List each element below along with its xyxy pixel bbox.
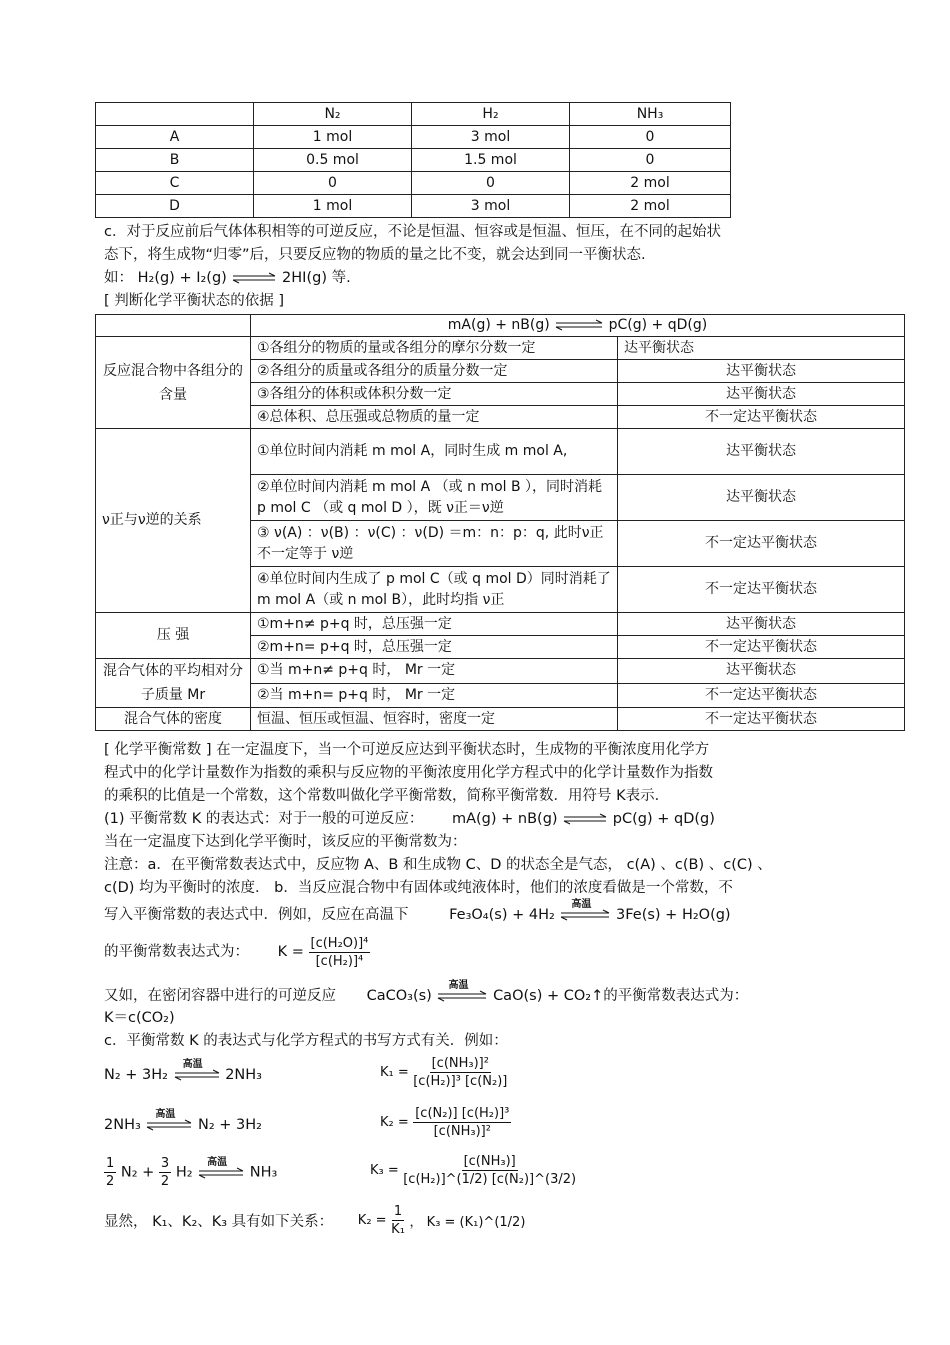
paragraph-c-line2: 态下，将生成物“归零”后，只要反应物的物质的量之比不变，就会达到同一平衡状态. <box>104 247 646 263</box>
result-cell: 不一定达平衡状态 <box>618 521 905 567</box>
condition-cell: ④单位时间内生成了 p mol C（或 q mol D）同时消耗了 m mol A（或 n mol B），此时均指 ν正 <box>251 567 618 613</box>
equilibrium-arrow-icon <box>173 1069 221 1081</box>
reaction-right: pC(g) + qD(g) <box>608 317 708 333</box>
fraction <box>413 1105 511 1140</box>
denominator: 2 <box>106 1174 115 1189</box>
numerator: [c(NH₃)]² <box>431 1056 489 1071</box>
example-equation <box>104 268 351 288</box>
fraction <box>403 1153 576 1188</box>
reaction-left: 2NH₃ <box>104 1117 141 1133</box>
result-cell: 不一定达平衡状态 <box>618 567 905 613</box>
k-label: K = <box>277 944 304 960</box>
k2-label: K₂ = <box>357 1213 387 1228</box>
condition-cell: ①当 m+n≠ p+q 时， Mr 一定 <box>251 659 618 684</box>
table-cell: 1.5 mol <box>412 149 570 172</box>
denominator: [c(H₂)]^(1/2) [c(N₂)]^(3/2) <box>403 1172 577 1187</box>
table-cell: 0.5 mol <box>254 149 412 172</box>
condition-cell: 恒温、恒压或恒温、恒容时，密度一定 <box>251 708 618 731</box>
high-temp-label: 高温 <box>571 899 592 910</box>
caco3-k: K＝c(CO₂) <box>104 1010 175 1026</box>
reaction-left: mA(g) + nB(g) <box>451 811 558 827</box>
condition-cell: ④总体积、总压强或总物质的量一定 <box>251 406 618 429</box>
constant-para-line3: 的乘积的比值是一个常数，这个常数叫做化学平衡常数，简称平衡常数．用符号 K表示． <box>104 788 670 804</box>
group-label: 混合气体的密度 <box>96 708 251 731</box>
numerator: 1 <box>106 1156 115 1171</box>
table-row <box>96 103 731 126</box>
result-cell: 达平衡状态 <box>618 475 905 521</box>
table-cell: 2 mol <box>570 172 731 195</box>
condition-cell: ②各组分的质量或各组分的质量分数一定 <box>251 360 618 383</box>
result-cell: 达平衡状态 <box>618 429 905 475</box>
table-cell <box>96 315 251 337</box>
equilibrium-arrow-icon <box>436 990 488 1002</box>
judge-title: [ 判断化学平衡状态的依据 ] <box>104 293 285 309</box>
table-cell: A <box>96 126 254 149</box>
reaction-left: mA(g) + nB(g) <box>447 317 550 333</box>
h2-term: H₂ <box>175 1164 193 1181</box>
constant-para-line1: [ 化学平衡常数 ] 在一定温度下，当一个可逆反应达到平衡状态时，生成物的平衡浓度用化学方 <box>104 742 710 758</box>
table-cell: C <box>96 172 254 195</box>
table-row <box>96 126 731 149</box>
equation-3 <box>104 1155 277 1190</box>
equilibrium-arrow-icon <box>145 1119 193 1131</box>
k-label: K₂ = <box>380 1115 409 1130</box>
k-label: K₁ = <box>380 1065 409 1080</box>
table-cell: 3 mol <box>412 195 570 218</box>
table-row <box>96 172 731 195</box>
high-temp-arrow <box>197 1156 245 1183</box>
result-cell: 不一定达平衡状态 <box>618 683 905 708</box>
relation-line <box>104 1203 525 1238</box>
reaction-left: CaCO₃(s) <box>366 988 432 1004</box>
high-temp-label: 高温 <box>448 980 469 991</box>
fraction <box>309 935 371 970</box>
k-label: K₃ = <box>370 1163 399 1178</box>
note-line3 <box>104 899 731 925</box>
condition-cell: ③ ν(A) ：ν(B) ：ν(C) ：ν(D) ＝m：n：p：q, 此时ν正不一定等于 ν逆 <box>251 521 618 567</box>
result-cell: 不一定达平衡状态 <box>618 636 905 659</box>
table-cell: 3 mol <box>412 126 570 149</box>
equilibrium-arrow-icon <box>559 909 611 921</box>
fraction <box>391 1203 405 1238</box>
result-cell: 不一定达平衡状态 <box>618 708 905 731</box>
table-header-cell: N₂ <box>254 103 412 126</box>
table-row <box>96 429 905 475</box>
note-text: 写入平衡常数的表达式中．例如，反应在高温下 <box>104 907 409 923</box>
result-cell: 达平衡状态 <box>618 659 905 684</box>
reaction-right: CaO(s) + CO₂↑的平衡常数表达式为： <box>493 988 749 1004</box>
example-left: H₂(g) + I₂(g) <box>137 270 227 286</box>
table-header-cell <box>96 103 254 126</box>
expression-label: 的平衡常数表达式为： <box>104 944 249 960</box>
table-cell: 0 <box>254 172 412 195</box>
denominator: 2 <box>160 1174 170 1189</box>
condition-cell: ②当 m+n= p+q 时， Mr 一定 <box>251 683 618 708</box>
high-temp-label: 高温 <box>207 1156 228 1168</box>
note-line1: 注意：a．在平衡常数表达式中，反应物 A、B 和生成物 C、D 的状态全是气态， c(A) 、c(B) 、c(C) 、 <box>104 857 772 873</box>
equation-2 <box>104 1109 262 1135</box>
reaction-right: 2NH₃ <box>225 1067 262 1083</box>
condition-cell: ①单位时间内消耗 m mol A，同时生成 m mol A, <box>251 429 618 475</box>
table-row <box>96 337 905 360</box>
table-cell: 1 mol <box>254 126 412 149</box>
note-line2: c(D) 均为平衡时的浓度． b．当反应混合物中有固体或纯液体时，他们的浓度看做是一个常数，不 <box>104 880 733 896</box>
group-label: ν正与ν逆的关系 <box>96 429 251 613</box>
k1-expression <box>380 1055 507 1090</box>
numerator: [c(H₂O)]⁴ <box>310 935 369 951</box>
condition-cell: ①各组分的物质的量或各组分的摩尔分数一定 <box>251 337 618 360</box>
constant-expression-intro <box>104 809 715 829</box>
reaction-right: 3Fe(s) + H₂O(g) <box>616 907 731 923</box>
numerator: [c(N₂)] [c(H₂)]³ <box>415 1106 510 1121</box>
reaction-header <box>251 315 905 337</box>
denominator: [c(H₂)]³ [c(N₂)] <box>413 1074 508 1089</box>
reaction-right: N₂ + 3H₂ <box>198 1117 262 1133</box>
example-right: 2HI(g) 等. <box>282 270 351 286</box>
constant-para-line2: 程式中的化学计量数作为指数的乘积与反应物的平衡浓度用化学方程式中的化学计量数作为指数 <box>104 765 713 781</box>
reaction-right: NH₃ <box>249 1164 278 1181</box>
table-cell: 0 <box>570 149 731 172</box>
high-temp-arrow <box>145 1109 193 1135</box>
table-row <box>96 315 905 337</box>
k-related-line: c．平衡常数 K 的表达式与化学方程式的书写方式有关．例如： <box>104 1033 508 1049</box>
table-header-cell: NH₃ <box>570 103 731 126</box>
k3-expression <box>370 1153 576 1188</box>
table-cell: 2 mol <box>570 195 731 218</box>
fraction <box>413 1055 507 1090</box>
high-temp-label: 高温 <box>182 1059 203 1070</box>
result-cell: 达平衡状态 <box>618 613 905 636</box>
relation-prefix: 显然， K₁、K₂、K₃ 具有如下关系： <box>104 1214 334 1230</box>
table-cell: 0 <box>570 126 731 149</box>
reaction-right: pC(g) + qD(g) <box>612 811 715 827</box>
table-cell: B <box>96 149 254 172</box>
table-cell: 0 <box>412 172 570 195</box>
table-row <box>96 708 905 731</box>
table-row <box>96 659 905 684</box>
equilibrium-arrow-icon <box>231 272 277 284</box>
condition-cell: ②单位时间内消耗 m mol A （或 n mol B ），同时消耗 p mol C （或 q mol D ），既 ν正＝ν逆 <box>251 475 618 521</box>
result-cell: 达平衡状态 <box>618 383 905 406</box>
high-temp-arrow <box>436 980 488 1006</box>
table-row <box>96 613 905 636</box>
equilibrium-criteria-table <box>95 314 905 731</box>
group-label: 混合气体的平均相对分子质量 Mr <box>96 659 251 708</box>
equilibrium-arrow-icon <box>554 319 604 331</box>
table-header-cell: H₂ <box>412 103 570 126</box>
table-row <box>96 149 731 172</box>
group-label: 反应混合物中各组分的含量 <box>96 337 251 429</box>
numerator: [c(NH₃)] <box>463 1154 516 1169</box>
table-cell: 1 mol <box>254 195 412 218</box>
condition-cell: ②m+n= p+q 时，总压强一定 <box>251 636 618 659</box>
high-temp-label: 高温 <box>155 1109 176 1120</box>
equilibrium-arrow-icon <box>197 1167 245 1179</box>
group-label: 压 强 <box>96 613 251 659</box>
denominator: [c(NH₃)]² <box>433 1124 491 1139</box>
denominator: K₁ <box>391 1222 405 1237</box>
condition-cell: ①m+n≠ p+q 时，总压强一定 <box>251 613 618 636</box>
expression-line <box>104 934 370 970</box>
constant-para-line5: 当在一定温度下达到化学平衡时，该反应的平衡常数为： <box>104 834 467 850</box>
caco3-line <box>104 980 749 1006</box>
condition-cell: ③各组分的体积或体积分数一定 <box>251 383 618 406</box>
numerator: 1 <box>393 1204 403 1219</box>
result-cell: 达平衡状态 <box>618 337 905 360</box>
caco3-prefix: 又如，在密闭容器中进行的可逆反应 <box>104 988 336 1004</box>
example-prefix: 如： <box>104 270 133 286</box>
expression-intro-text: (1) 平衡常数 K 的表达式：对于一般的可逆反应： <box>104 811 424 827</box>
result-cell: 达平衡状态 <box>618 360 905 383</box>
table-row <box>96 195 731 218</box>
paragraph-c-line1: c．对于反应前后气体体积相等的可逆反应，不论是恒温、恒容或是恒温、恒压，在不同的起始状 <box>104 224 721 240</box>
n2-term: N₂ + <box>120 1164 155 1181</box>
reaction-left: Fe₃O₄(s) + 4H₂ <box>449 907 555 923</box>
fraction-three-halves <box>159 1155 171 1190</box>
high-temp-arrow <box>173 1059 221 1085</box>
initial-amount-table <box>95 102 731 218</box>
denominator: [c(H₂)]⁴ <box>315 953 364 969</box>
reaction-left: N₂ + 3H₂ <box>104 1067 168 1083</box>
equation-1 <box>104 1059 262 1085</box>
numerator: 3 <box>160 1156 170 1171</box>
high-temp-arrow <box>559 899 611 925</box>
fraction-half <box>104 1155 116 1190</box>
k3-relation: ， K₃ = (K₁)^(1/2) <box>409 1215 526 1230</box>
table-cell: D <box>96 195 254 218</box>
k2-expression <box>380 1105 511 1140</box>
result-cell: 不一定达平衡状态 <box>618 406 905 429</box>
equilibrium-arrow-icon <box>562 813 608 825</box>
